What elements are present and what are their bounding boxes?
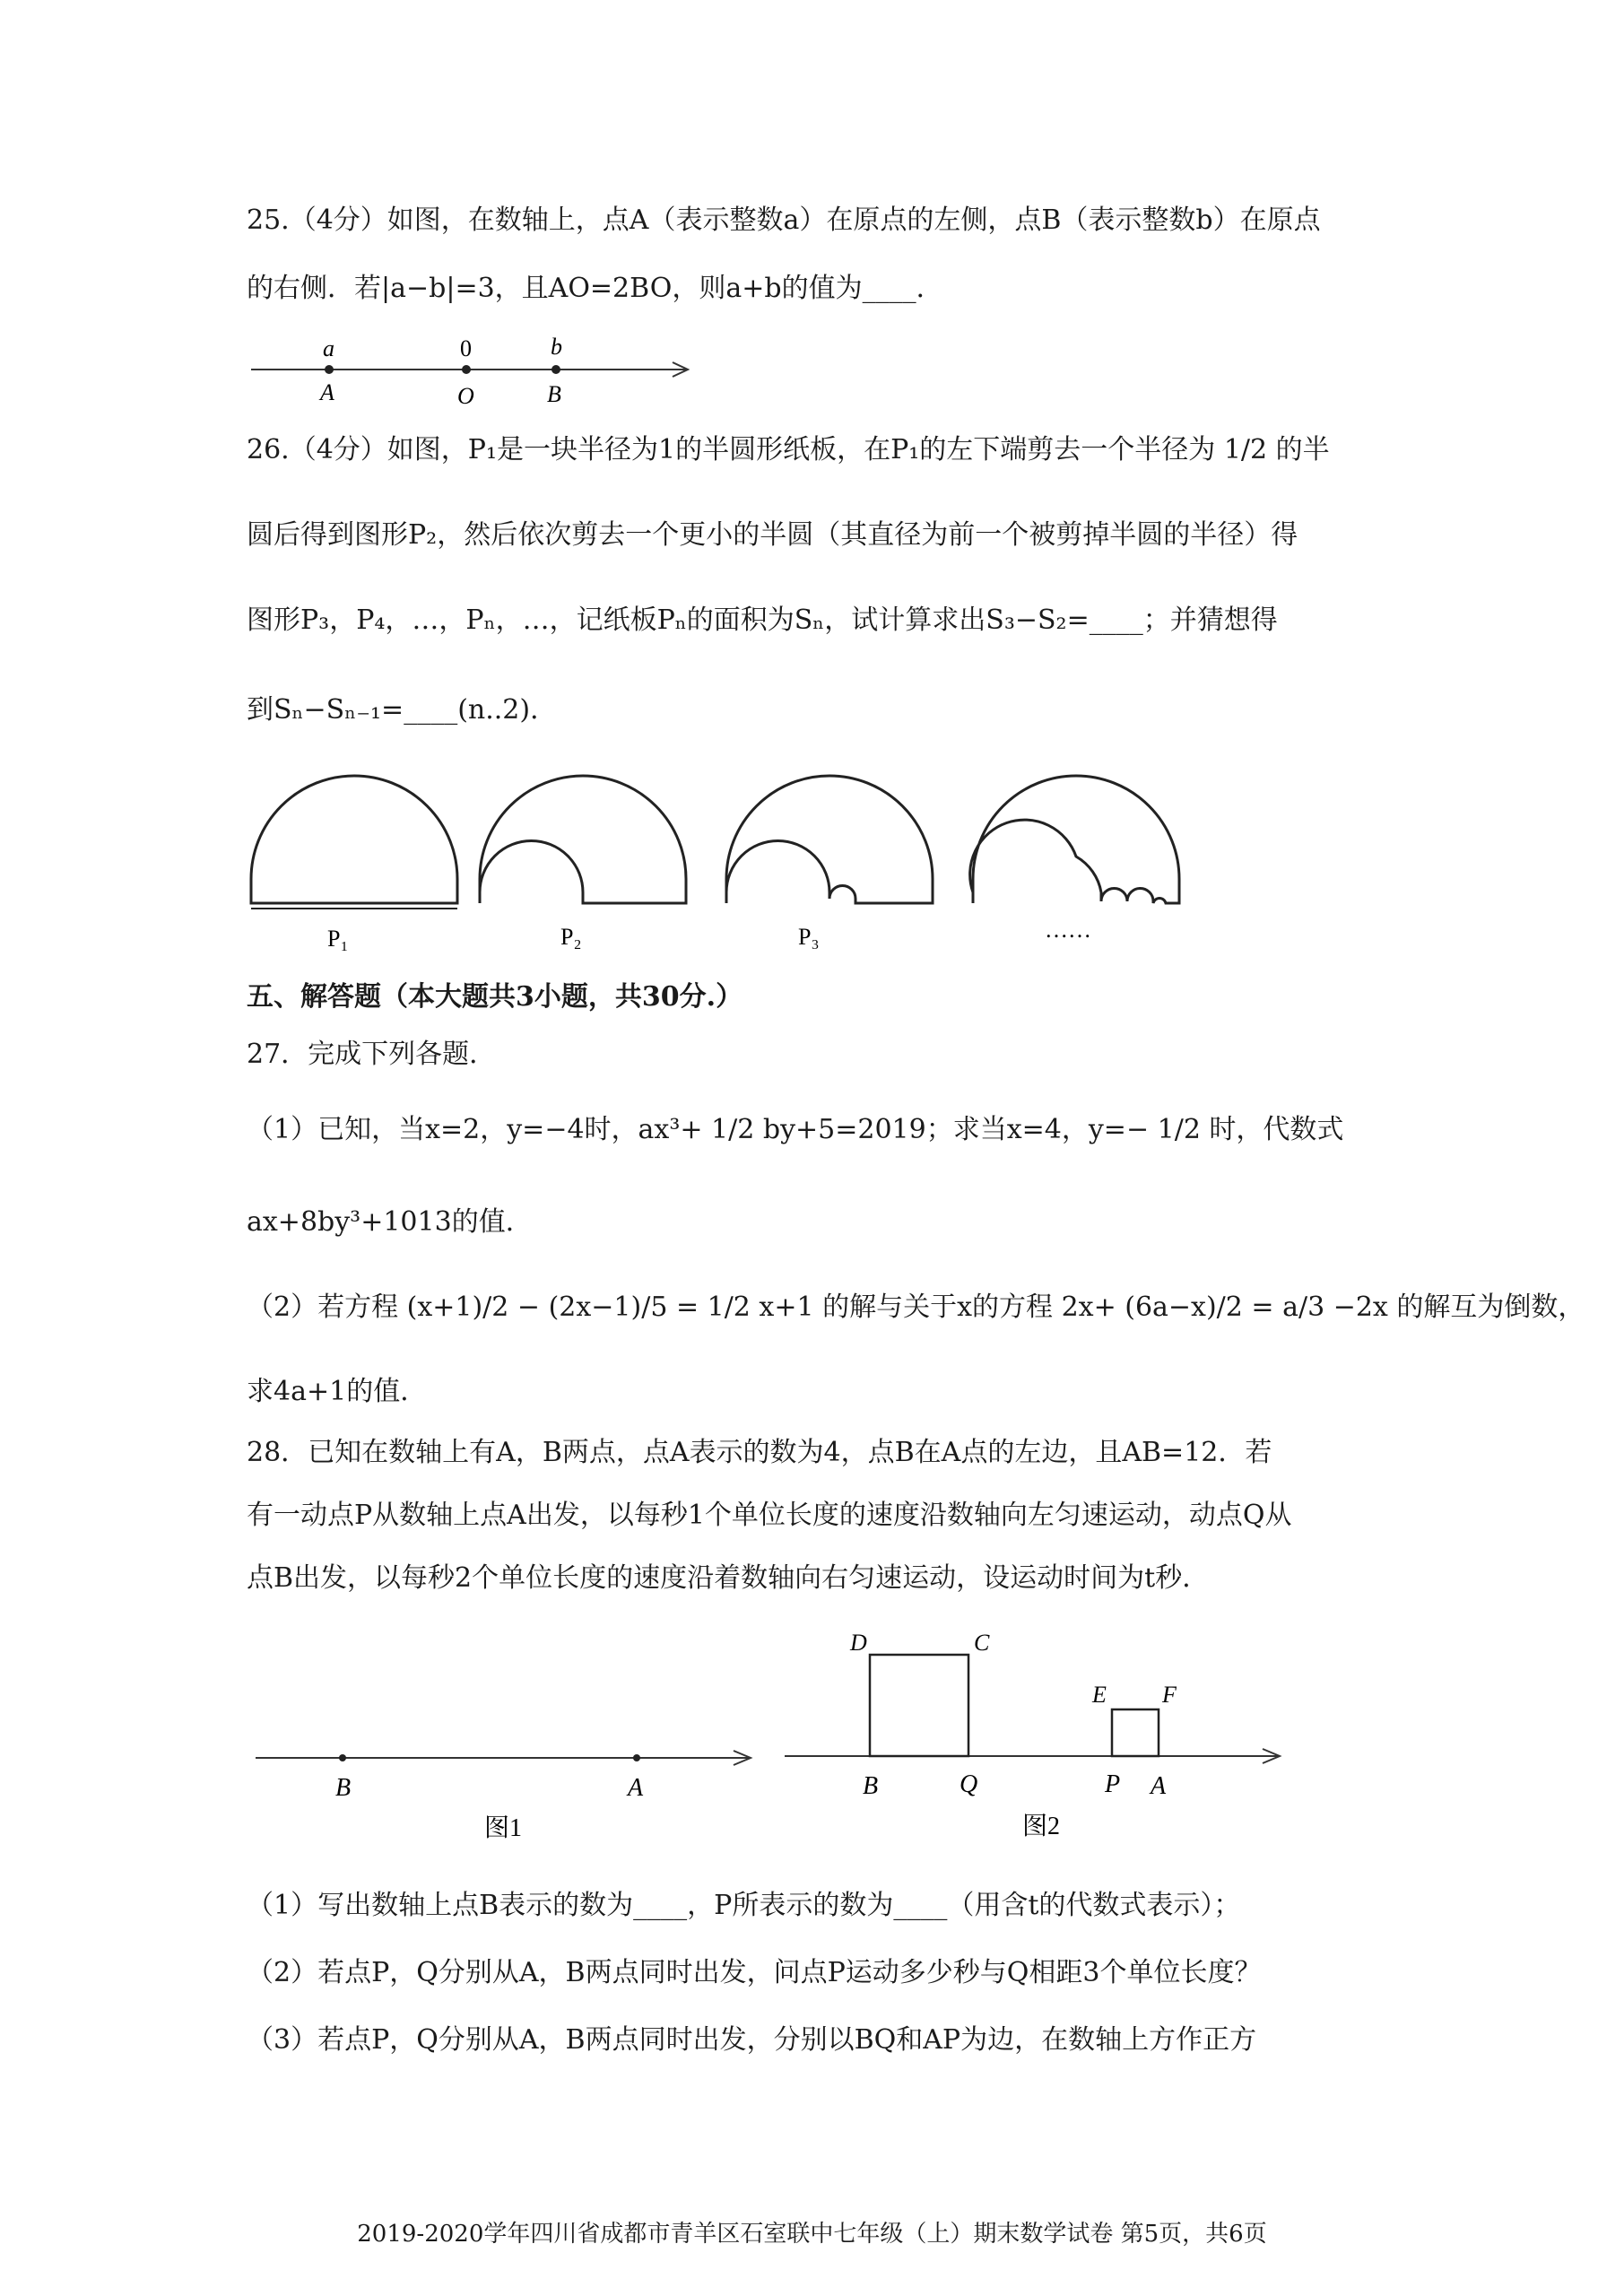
fig2-label-D: D <box>850 1630 867 1656</box>
label-A: A <box>320 379 334 405</box>
page-footer: 2019-2020学年四川省成都市青羊区石室联中七年级（上）期末数学试卷 第5页，共6页 <box>357 2221 1267 2248</box>
fig1-label-A: A <box>628 1774 644 1802</box>
square-bq <box>870 1655 968 1756</box>
fig2-label-E: E <box>1092 1682 1107 1708</box>
q28-part3: （3）若点P，Q分别从A，B两点同时出发，分别以BQ和AP为边，在数轴上方作正方 <box>247 2024 1257 2056</box>
label-p3: P₃ <box>798 924 820 950</box>
label-O: O <box>457 383 474 409</box>
fig2-label-P: P <box>1105 1770 1121 1798</box>
q26-line-4: 到Sₙ−Sₙ₋₁=____(n..2)． <box>247 694 558 726</box>
fig2-label-A: A <box>1151 1772 1167 1800</box>
label-p1: P₁ <box>327 926 349 952</box>
q27-part2-line1: （2）若方程 (x+1)/2 − (2x−1)/5 = 1/2 x+1 的解与关于x的方程 2x+ (6a−x)/2 = a/3 −2x 的解互为倒数， <box>247 1292 1585 1323</box>
q28-figure-1 <box>251 1731 762 1848</box>
q26-line-2: 圆后得到图形P₂，然后依次剪去一个更小的半圆（其直径为前一个被剪掉半圆的半径）得 <box>247 519 1298 551</box>
label-b: b <box>551 334 562 360</box>
label-a: a <box>323 335 334 361</box>
figure-p1 <box>251 776 457 903</box>
label-ellipsis: …… <box>1045 917 1091 943</box>
q25-line-2: 的右侧．若|a−b|=3，且AO=2BO，则a+b的值为____． <box>247 273 943 304</box>
figure-p4 <box>970 776 1179 903</box>
fig1-label-B: B <box>335 1774 352 1802</box>
q27-part1-line1: （1）已知，当x=2，y=−4时，ax³+ 1/2 by+5=2019；求当x=4，y=− 1/2 时，代数式 <box>247 1114 1344 1145</box>
label-p2: P₂ <box>560 924 582 950</box>
q27-title: 27．完成下列各题． <box>247 1039 497 1070</box>
fig2-label-B: B <box>863 1772 879 1800</box>
label-0: 0 <box>460 335 472 361</box>
q26-semicircle-figures <box>242 767 1202 955</box>
q28-figure-2 <box>780 1614 1291 1848</box>
fig2-label-Q: Q <box>960 1770 978 1798</box>
q25-number-line-figure <box>247 332 713 413</box>
q28-part2: （2）若点P，Q分别从A，B两点同时出发，问点P运动多少秒与Q相距3个单位长度？ <box>247 1957 1262 1988</box>
square-ap <box>1112 1709 1159 1756</box>
q25-line-1: 25.（4分）如图，在数轴上，点A（表示整数a）在原点的左侧，点B（表示整数b）在原点 <box>247 204 1321 236</box>
q28-part1: （1）写出数轴上点B表示的数为____，P所表示的数为____（用含t的代数式表示）； <box>247 1890 1241 1921</box>
q27-part2-line2: 求4a+1的值． <box>247 1376 428 1407</box>
q26-line-3: 图形P₃，P₄，…，Pₙ，…，记纸板Pₙ的面积为Sₙ，试计算求出S₃−S₂=____；并猜想得 <box>247 604 1278 636</box>
fig1-caption: 图1 <box>484 1814 523 1842</box>
figure-p3 <box>726 776 933 903</box>
q28-line-2: 有一动点P从数轴上点A出发，以每秒1个单位长度的速度沿数轴向左匀速运动，动点Q从 <box>247 1500 1292 1531</box>
fig2-label-C: C <box>974 1630 990 1656</box>
q28-line-1: 28．已知在数轴上有A，B两点，点A表示的数为4，点B在A点的左边，且AB=12．若 <box>247 1437 1272 1468</box>
section-5-heading: 五、解答题（本大题共3小题，共30分.） <box>247 981 743 1013</box>
fig2-label-F: F <box>1162 1682 1177 1708</box>
q27-part1-line2: ax+8by³+1013的值． <box>247 1206 533 1238</box>
q26-line-1: 26.（4分）如图，P₁是一块半径为1的半圆形纸板，在P₁的左下端剪去一个半径为 1/2 的半 <box>247 434 1330 465</box>
label-B: B <box>547 381 561 407</box>
figure-p2 <box>480 776 686 903</box>
fig2-caption: 图2 <box>1022 1813 1061 1840</box>
q28-line-3: 点B出发，以每秒2个单位长度的速度沿着数轴向右匀速运动，设运动时间为t秒． <box>247 1562 1210 1594</box>
